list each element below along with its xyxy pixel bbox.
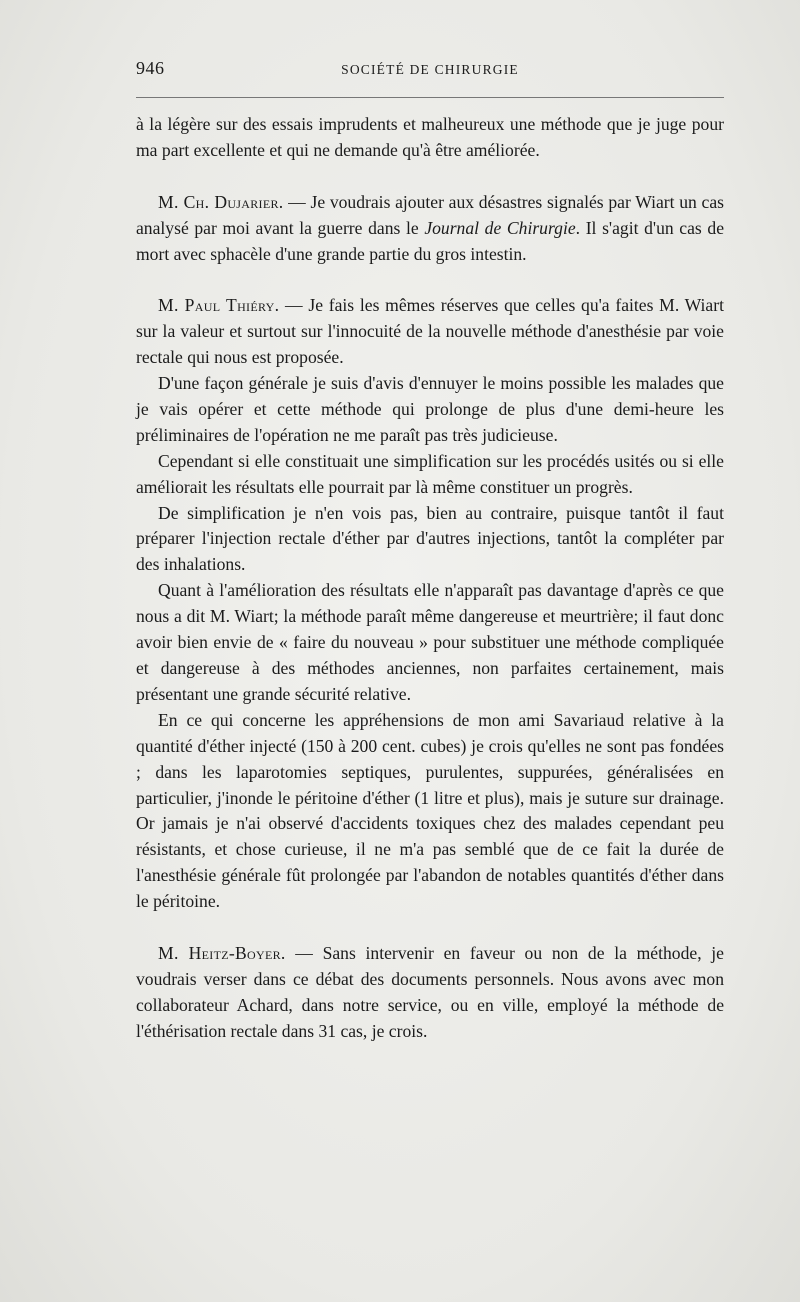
speaker-name: M. Ch. Dujarier. <box>158 191 284 212</box>
paragraph-text: Quant à l'amélioration des résultats elle n'apparaît pas davantage d'après ce que nous a dit M. Wiart; la méthode paraît même dangereuse et meurtrière; il faut donc avoir bien envie de « faire du nouveau » pour substituer une méthode compliquée et dangereuse à des méthodes anciennes, non parfaites certainement, mais présentant une grande sécurité relative. <box>136 580 724 704</box>
body-text <box>136 112 724 1045</box>
header-rule <box>136 97 724 98</box>
paragraph-dujarier <box>136 190 724 268</box>
paragraph-text: — Je voudrais ajouter aux désastres signalés par Wiart un cas analysé par moi avant la guerre dans le <box>136 191 724 238</box>
paragraph-text: D'une façon générale je suis d'avis d'ennuyer le moins possible les malades que je vais opérer et cette méthode qui prolonge de plus d'une demi-heure les préliminaires de l'opération ne me paraît pas très judicieuse. <box>136 373 724 445</box>
page-number: 946 <box>136 58 165 78</box>
speaker-name: M. Heitz-Boyer. <box>158 942 286 963</box>
paragraph-text: De simplification je n'en vois pas, bien au contraire, puisque tantôt il faut préparer l'injection rectale d'éther par d'autres injections, tantôt la compléter par des inhalations. <box>136 502 724 575</box>
paragraph-text: . Il s'agit d'un cas de mort avec sphacèle d'une grande partie du gros intestin. <box>136 217 725 264</box>
page-header <box>136 58 724 84</box>
speaker-name: M. Paul Thiéry. <box>158 295 280 316</box>
paragraph <box>136 449 724 501</box>
paragraph-continuation <box>136 112 724 164</box>
paragraph <box>136 708 724 915</box>
running-title: SOCIÉTÉ DE CHIRURGIE <box>341 62 519 77</box>
paragraph-text: Cependant si elle constituait une simplification sur les procédés usités ou si elle améliorait les résultats elle pourrait par là même constituer un progrès. <box>136 450 724 497</box>
paragraph-thiery <box>136 293 724 371</box>
paragraph-text: — Sans intervenir en faveur ou non de la méthode, je voudrais verser dans ce débat des documents personnels. Nous avons avec mon collaborateur Achard, dans notre service, ou en ville, employé la méthode de l'éthérisation rectale dans 31 cas, je crois. <box>136 942 724 1041</box>
paragraph <box>136 501 724 579</box>
paragraph-heitz-boyer <box>136 941 724 1045</box>
paragraph <box>136 371 724 449</box>
paragraph-text: à la légère sur des essais imprudents et malheureux une méthode que je juge pour ma part excellente et qui ne demande qu'à être améliorée. <box>136 114 724 160</box>
paragraph-text: — Je fais les mêmes réserves que celles qu'a faites M. Wiart sur la valeur et surtout sur l'innocuité de la nouvelle méthode d'anesthésie par voie rectale qui nous est proposée. <box>136 295 724 368</box>
journal-title: Journal de Chirurgie <box>424 217 576 238</box>
paragraph-text: En ce qui concerne les appréhensions de mon ami Savariaud relative à la quantité d'éther injecté (150 à 200 cent. cubes) je crois qu'elles ne sont pas fondées ; dans les laparotomies septiques, purulentes, suppurées, généralisées en particulier, j'inonde le péritoine d'éther (1 litre et plus), mais je suture sur drainage. Or jamais je n'ai observé d'accidents toxiques chez des malades cependant peu résistants, et chose curieuse, il ne m'a pas semblé que de ce fait la durée de l'anesthésie générale fût prolongée par l'abandon de notables quantités d'éther dans le péritoine. <box>136 709 724 912</box>
paragraph <box>136 578 724 708</box>
